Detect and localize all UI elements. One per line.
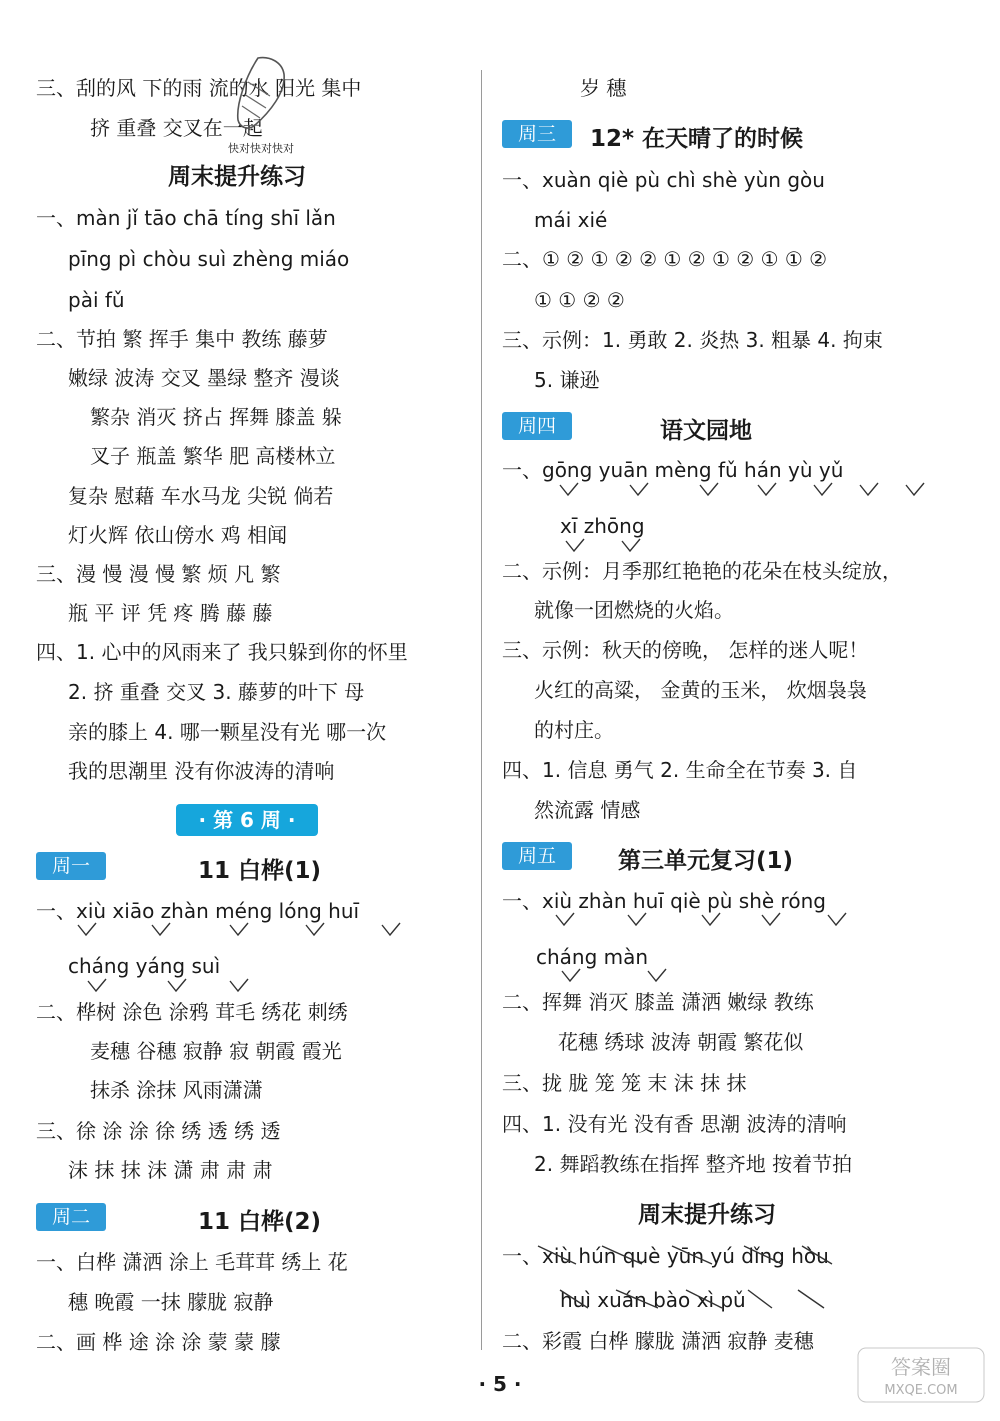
day-tag-wednesday: 周三 — [502, 120, 572, 148]
answer-line: 5. 谦逊 — [534, 368, 600, 392]
answer-line: 就像一团燃烧的火焰。 — [534, 598, 734, 622]
answer-line: 岁 穗 — [580, 76, 627, 100]
answer-line: 三、徐 涂 涂 徐 绣 透 绣 透 — [36, 1119, 281, 1143]
answer-line: 叉子 瓶盖 繁华 肥 高楼林立 — [90, 444, 336, 468]
answer-line: 三、漫 慢 漫 慢 繁 烦 凡 繁 — [36, 562, 281, 586]
lesson-title: 第三单元复习(1) — [618, 848, 794, 874]
answer-line: 亲的膝上 4. 哪一颗星没有光 哪一次 — [68, 720, 387, 744]
answer-line: ① ① ② ② — [534, 288, 625, 312]
answer-line: 的村庄。 — [534, 718, 614, 742]
weekend-practice-title: 周末提升练习 — [168, 164, 306, 190]
page-number: · 5 · — [478, 1372, 522, 1396]
answer-line: 二、彩霞 白桦 朦胧 潇洒 寂静 麦穗 — [502, 1329, 814, 1353]
answer-line: 火红的高粱， 金黄的玉米， 炊烟袅袅 — [534, 678, 867, 702]
answer-line: 然流露 情感 — [534, 798, 641, 822]
week-banner: · 第 6 周 · — [176, 804, 318, 836]
lesson-title: 12* 在天晴了的时候 — [590, 126, 804, 152]
pinyin-line: mái xié — [534, 208, 608, 232]
answer-line: 2. 挤 重叠 交叉 3. 藤萝的叶下 母 — [68, 680, 365, 704]
lesson-title: 11 白桦(1) — [198, 858, 322, 884]
check-marks-icon — [542, 912, 962, 928]
answer-line: 挤 重叠 交叉在一起 — [90, 116, 263, 140]
pinyin-line: xī zhōng — [560, 514, 645, 538]
check-marks-icon — [542, 482, 962, 498]
answer-line: 二、画 桦 途 涂 涂 蒙 蒙 朦 — [36, 1330, 281, 1354]
answer-line: 二、示例：月季那红艳艳的花朵在枝头绽放， — [502, 559, 902, 583]
pinyin-line: 一、xuàn qiè pù chì shè yùn gòu — [502, 168, 825, 192]
answer-line: 四、1. 没有光 没有香 思潮 波涛的清响 — [502, 1112, 847, 1136]
answer-line: 抹杀 涂抹 风雨潇潇 — [90, 1078, 263, 1102]
answer-line: 穗 晚霞 一抹 朦胧 寂静 — [68, 1290, 274, 1314]
answer-line: 二、桦树 涂色 涂鸦 茸毛 绣花 刺绣 — [36, 1000, 348, 1024]
answer-line: 麦穗 谷穗 寂静 寂 朝霞 霞光 — [90, 1039, 342, 1063]
answer-line: 沫 抹 抹 沫 潇 肃 肃 肃 — [68, 1158, 273, 1182]
check-marks-icon — [80, 978, 280, 994]
day-tag-friday: 周五 — [502, 842, 572, 870]
strikethrough-marks-icon — [558, 1284, 858, 1314]
answer-line: 二、节拍 繁 挥手 集中 教练 藤萝 — [36, 327, 328, 351]
svg-text:MXQE.COM: MXQE.COM — [884, 1383, 958, 1398]
day-tag-monday: 周一 — [36, 852, 106, 880]
pinyin-line: 一、xiù zhàn huī qiè pù shè róng — [502, 889, 826, 913]
pencil-sketch-icon — [218, 52, 304, 148]
answer-line: 一、màn jǐ tāo chā tíng shī lǎn — [36, 206, 336, 230]
pinyin-line: 一、xiù xiāo zhàn méng lóng huī — [36, 899, 360, 923]
svg-text:答案圈: 答案圈 — [891, 1355, 951, 1379]
answer-line: 四、1. 心中的风雨来了 我只躲到你的怀里 — [36, 640, 408, 664]
answer-line: 二、① ② ① ② ② ① ② ① ② ① ① ② — [502, 247, 828, 271]
check-marks-icon — [562, 538, 722, 554]
lesson-title: 语文园地 — [660, 418, 752, 444]
answer-line: 三、拢 胧 笼 笼 末 沫 抹 抹 — [502, 1071, 747, 1095]
pinyin-line: cháng yáng suì — [68, 954, 221, 978]
answer-line: 瓶 平 评 凭 疼 腾 藤 藤 — [68, 601, 273, 625]
answer-line: 二、挥舞 消灭 膝盖 潇洒 嫩绿 教练 — [502, 990, 814, 1014]
column-divider — [481, 70, 482, 1350]
check-marks-icon — [60, 922, 460, 938]
answer-line: 三、示例：1. 勇敢 2. 炎热 3. 粗暴 4. 拘束 — [502, 328, 883, 352]
answer-line: 一、白桦 潇洒 涂上 毛茸茸 绣上 花 — [36, 1250, 348, 1274]
answer-line: 三、刮的风 下的雨 流的水 阳光 集中 — [36, 76, 362, 100]
pinyin-line: 一、gōng yuān mèng fǔ hán yù yǔ — [502, 458, 844, 482]
answer-line: 复杂 慰藉 车水马龙 尖锐 倘若 — [68, 484, 334, 508]
answer-line: 三、示例：秋天的傍晚， 怎样的迷人呢！ — [502, 638, 869, 662]
check-marks-icon — [548, 968, 708, 984]
answer-line: 我的思潮里 没有你波涛的清响 — [68, 759, 335, 783]
answer-line: 四、1. 信息 勇气 2. 生命全在节奏 3. 自 — [502, 758, 858, 782]
answer-line: 灯火辉 依山傍水 鸡 相闻 — [68, 523, 288, 547]
strikethrough-marks-icon — [532, 1240, 932, 1270]
answer-line: 花穗 绣球 波涛 朝霞 繁花似 — [558, 1030, 804, 1054]
pinyin-line: huì xuán bào xì pǔ — [560, 1288, 746, 1312]
day-tag-thursday: 周四 — [502, 412, 572, 440]
pinyin-line: 一、xiù hún què yūn yú dǐng hòu — [502, 1244, 829, 1268]
lesson-title: 11 白桦(2) — [198, 1209, 322, 1235]
answer-line: pài fǔ — [68, 288, 125, 312]
answer-line: 2. 舞蹈教练在指挥 整齐地 按着节拍 — [534, 1152, 853, 1176]
pinyin-line: cháng màn — [536, 945, 649, 969]
answer-line: pīng pì chòu suì zhèng miáo — [68, 247, 350, 271]
sketch-caption: 快对快对快对 — [228, 142, 294, 155]
answer-line: 嫩绿 波涛 交叉 墨绿 整齐 漫谈 — [68, 366, 340, 390]
answer-line: 繁杂 消灭 挤占 挥舞 膝盖 躲 — [90, 405, 342, 429]
weekend-practice-title: 周末提升练习 — [638, 1202, 776, 1228]
day-tag-tuesday: 周二 — [36, 1203, 106, 1231]
